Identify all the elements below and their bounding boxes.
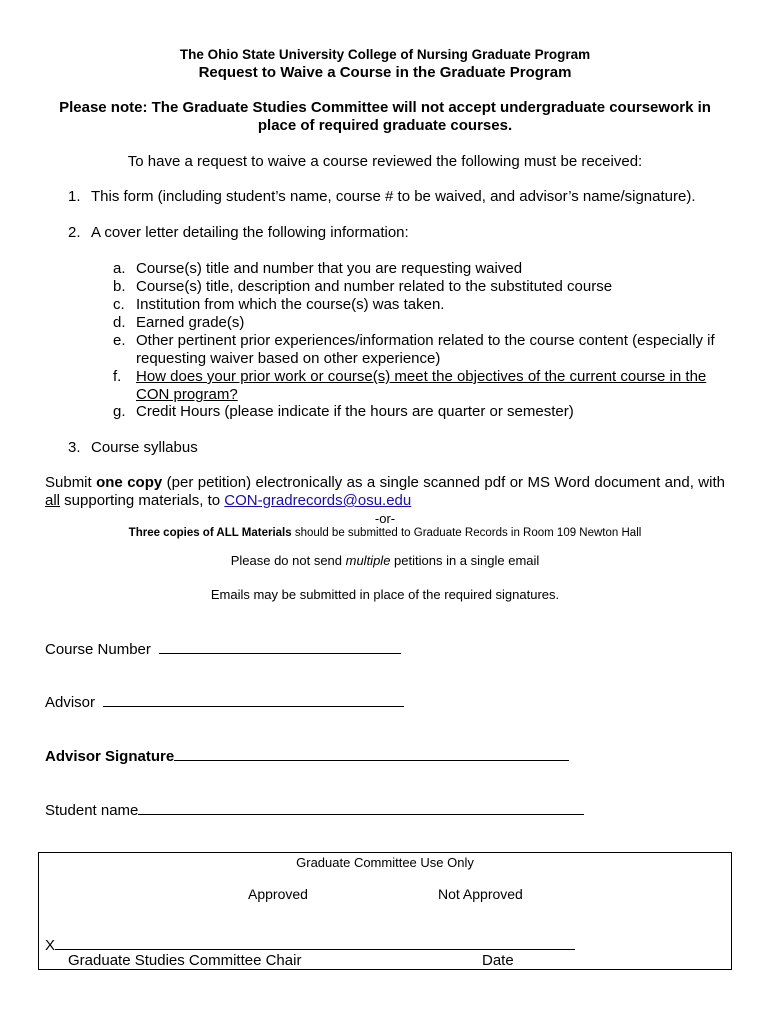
- all-emphasis: all: [45, 492, 61, 509]
- advisor-signature-field[interactable]: [45, 746, 569, 765]
- item-text: How does your prior work or course(s) meet the objectives of the current course in the CON program?: [136, 368, 707, 403]
- form-title: Request to Waive a Course in the Graduate Program: [198, 64, 572, 81]
- chair-label: Graduate Studies Committee Chair: [68, 952, 302, 969]
- item-text: Course(s) title and number that you are requesting waived: [136, 260, 523, 277]
- approved-option[interactable]: Approved: [248, 886, 308, 902]
- item-letter: f.: [113, 368, 122, 385]
- not-approved-option[interactable]: Not Approved: [438, 886, 523, 902]
- item-letter: e.: [113, 332, 126, 349]
- student-name-line[interactable]: [138, 800, 584, 815]
- advisor-field[interactable]: [45, 692, 404, 711]
- item-text: Institution from which the course(s) was taken.: [136, 296, 445, 313]
- committee-use-box: [38, 852, 732, 970]
- student-name-field[interactable]: [45, 800, 584, 819]
- submit-text: (per petition) electronically as a single scanned pdf or MS Word document and, with: [162, 474, 725, 491]
- note-text: petitions in a single email: [390, 553, 540, 568]
- emails-note: Emails may be submitted in place of the required signatures.: [210, 587, 560, 602]
- copies-emphasis: Three copies of ALL Materials: [128, 527, 292, 539]
- requirement-text: Course syllabus: [91, 439, 198, 456]
- multiple-emphasis: multiple: [345, 553, 391, 568]
- item-letter: c.: [113, 296, 125, 313]
- committee-box-title: Graduate Committee Use Only: [296, 855, 474, 870]
- requirement-number: 1.: [68, 188, 81, 205]
- date-label: Date: [482, 952, 514, 969]
- requirement-text: A cover letter detailing the following information:: [91, 224, 409, 241]
- intro-text: To have a request to waive a course reviewed the following must be received:: [127, 153, 643, 170]
- item-text: Other pertinent prior experiences/information related to the course content (especially if requesting waiver based on other experience): [136, 332, 715, 367]
- copies-text: should be submitted to Graduate Records in Room 109 Newton Hall: [291, 527, 642, 539]
- advisor-line[interactable]: [103, 692, 404, 707]
- x-mark: X: [45, 937, 56, 954]
- note-text: Please do not send: [230, 553, 346, 568]
- requirement-3: [68, 439, 728, 457]
- or-separator: -or-: [374, 511, 396, 526]
- one-copy-emphasis: one copy: [96, 474, 163, 491]
- submit-instructions: [45, 474, 725, 510]
- submit-text: supporting materials, to: [60, 492, 225, 509]
- multiple-petitions-note: [0, 553, 770, 568]
- requirement-2: [68, 224, 728, 242]
- course-number-line[interactable]: [159, 639, 401, 654]
- advisor-label: Advisor: [45, 694, 96, 711]
- item-letter: g.: [113, 403, 126, 420]
- item-letter: a.: [113, 260, 126, 277]
- advisor-signature-label: Advisor Signature: [45, 748, 175, 765]
- item-letter: b.: [113, 278, 126, 295]
- note-line-2: place of required graduate courses.: [257, 117, 513, 134]
- chair-signature-line[interactable]: [55, 935, 575, 950]
- requirement-text: This form (including student’s name, course # to be waived, and advisor’s name/signature).: [91, 188, 696, 205]
- email-link[interactable]: CON-gradrecords@osu.edu: [224, 492, 412, 509]
- institution-heading: The Ohio State University College of Nursing Graduate Program: [179, 47, 591, 62]
- advisor-signature-line[interactable]: [174, 746, 569, 761]
- submit-text: Submit: [45, 474, 97, 491]
- course-number-label: Course Number: [45, 641, 151, 658]
- item-text: Course(s) title, description and number related to the substituted course: [136, 278, 613, 295]
- copies-note: [0, 527, 770, 539]
- course-number-field[interactable]: [45, 639, 401, 658]
- requirement-number: 3.: [68, 439, 81, 456]
- item-letter: d.: [113, 314, 126, 331]
- item-text: Earned grade(s): [136, 314, 245, 331]
- requirement-1: [68, 188, 728, 206]
- requirement-number: 2.: [68, 224, 81, 241]
- item-text: Credit Hours (please indicate if the hours are quarter or semester): [136, 403, 574, 420]
- student-name-label: Student name: [45, 802, 139, 819]
- note-line-1: Please note: The Graduate Studies Committee will not accept undergraduate coursework in: [59, 99, 711, 116]
